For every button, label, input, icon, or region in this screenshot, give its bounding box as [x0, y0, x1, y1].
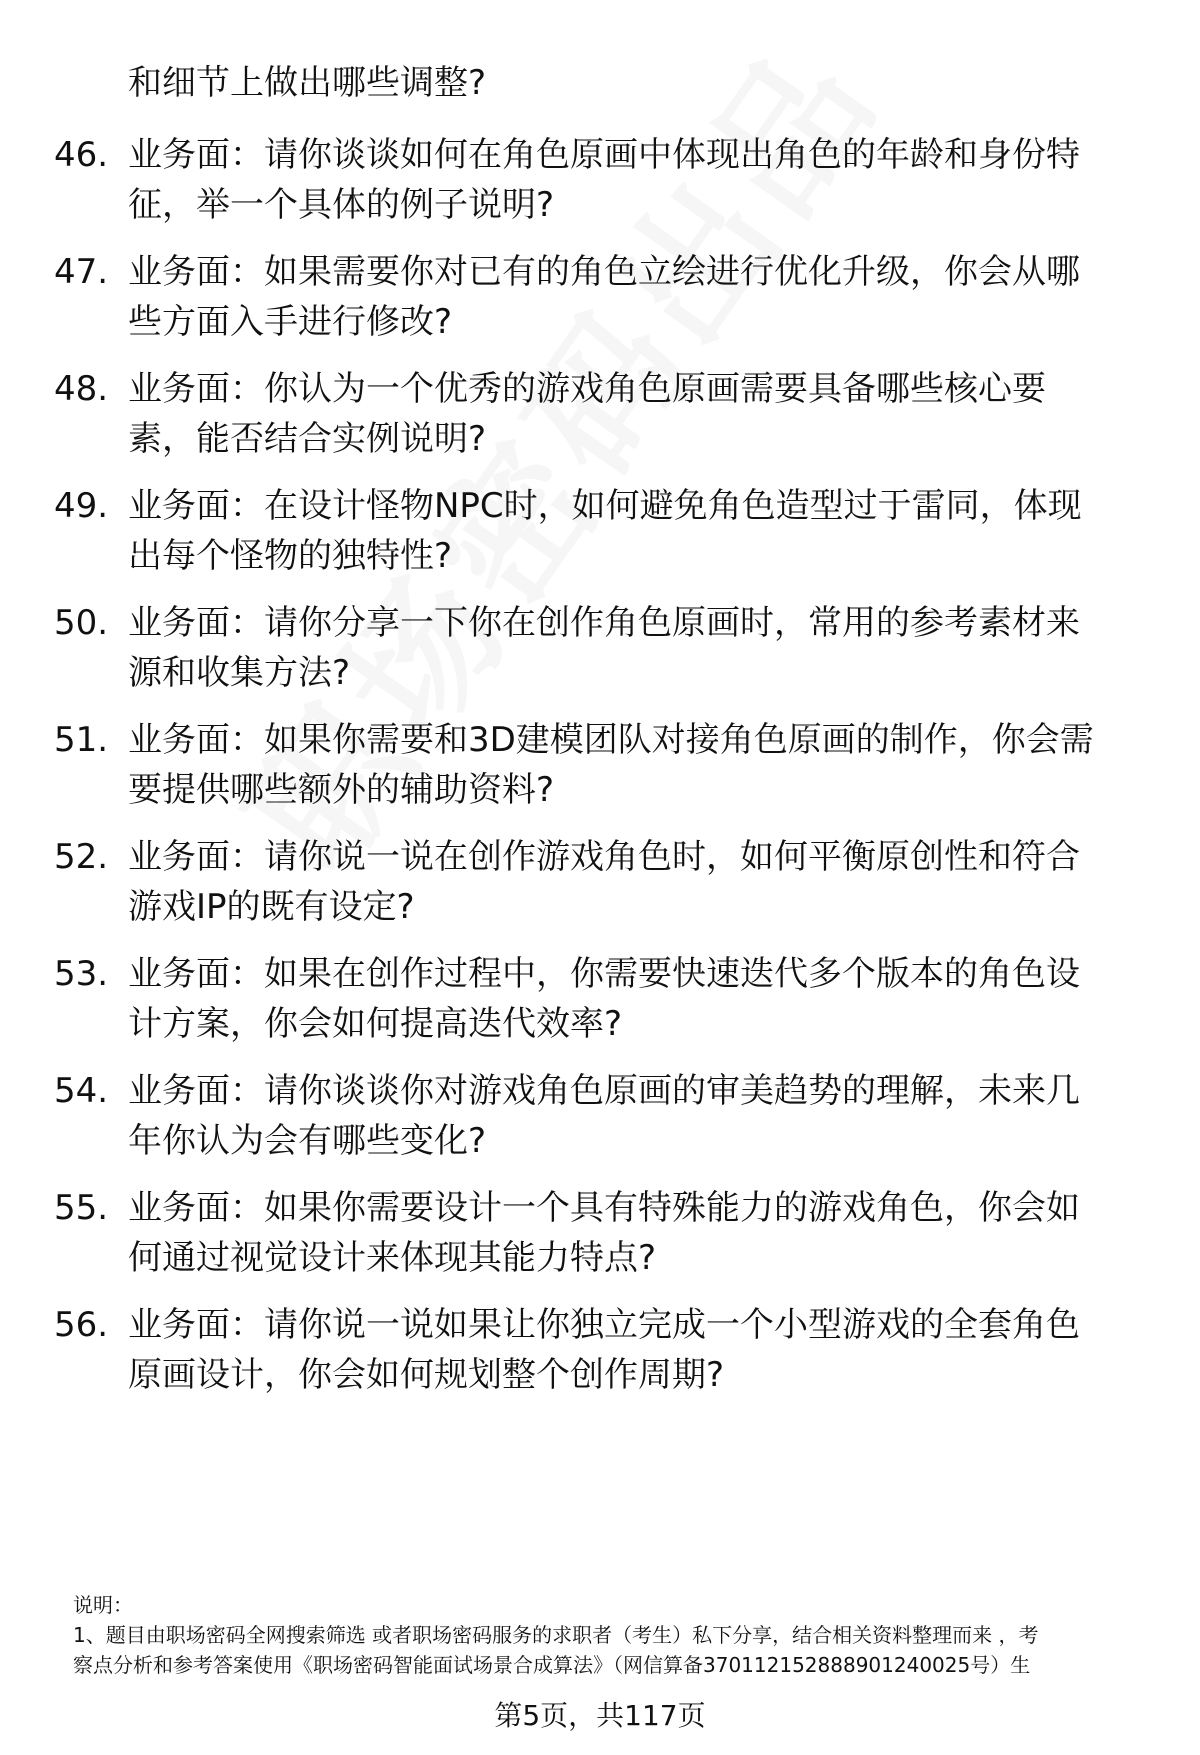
- question-line: 要提供哪些额外的辅助资料?: [128, 770, 555, 810]
- question-text: [128, 1300, 1158, 1400]
- question-line: 征，举一个具体的例子说明?: [128, 185, 555, 225]
- question-text: [128, 949, 1158, 1049]
- question-text: [128, 364, 1158, 464]
- question-line: 素，能否结合实例说明?: [128, 419, 487, 459]
- question-line: 游戏IP的既有设定?: [128, 887, 415, 927]
- question-number: 52.: [54, 837, 109, 877]
- question-line: 业务面：请你说一说在创作游戏角色时，如何平衡原创性和符合: [128, 837, 1080, 877]
- question-line: 业务面：如果你需要和3D建模团队对接角色原画的制作，你会需: [128, 720, 1094, 760]
- question-line: 业务面：你认为一个优秀的游戏角色原画需要具备哪些核心要: [128, 369, 1046, 409]
- question-line: 些方面入手进行修改?: [128, 302, 453, 342]
- question-number: 50.: [54, 603, 109, 643]
- question-line: 出每个怪物的独特性?: [128, 536, 453, 576]
- note-heading: 说明：: [73, 1593, 133, 1617]
- question-line: 业务面：请你谈谈如何在角色原画中体现出角色的年龄和身份特: [128, 135, 1080, 175]
- page-footer: 第5页，共117页: [494, 1699, 706, 1732]
- question-line: 业务面：请你说一说如果让你独立完成一个小型游戏的全套角色: [128, 1305, 1080, 1345]
- question-line: 年你认为会有哪些变化?: [128, 1121, 487, 1161]
- question-text: [128, 832, 1158, 932]
- question-number: 46.: [54, 135, 109, 175]
- question-line: 业务面：如果需要你对已有的角色立绘进行优化升级，你会从哪: [128, 252, 1080, 292]
- note-section: [73, 1590, 1163, 1680]
- question-text: [128, 598, 1158, 698]
- question-number: 54.: [54, 1071, 109, 1111]
- question-text: [128, 247, 1158, 347]
- question-line: 计方案，你会如何提高迭代效率?: [128, 1004, 623, 1044]
- question-line: 何通过视觉设计来体现其能力特点?: [128, 1238, 657, 1278]
- question-text: [128, 715, 1158, 815]
- note-line: 察点分析和参考答案使用《职场密码智能面试场景合成算法》（网信算备37011215288890124002​5号）生: [73, 1653, 1031, 1677]
- question-line: 源和收集方法?: [128, 653, 351, 693]
- question-text: [128, 1183, 1158, 1283]
- question-line: 业务面：在设计怪物NPC时，如何避免角色造型过于雷同，体现: [128, 486, 1082, 526]
- question-line: 业务面：请你谈谈你对游戏角色原画的审美趋势的理解，未来几: [128, 1071, 1080, 1111]
- question-number: 51.: [54, 720, 109, 760]
- question-text: [128, 130, 1158, 230]
- note-line: 1、题目由职场密码全网搜索筛选 或者职场密码服务的求职者（考生）私下分享，结合相关资料整理而来 ，考: [73, 1623, 1039, 1647]
- question-number: 49.: [54, 486, 109, 526]
- question-line: 业务面：如果你需要设计一个具有特殊能力的游戏角色，你会如: [128, 1188, 1080, 1228]
- question-number: 48.: [54, 369, 109, 409]
- question-text: [128, 481, 1158, 581]
- question-number: 53.: [54, 954, 109, 994]
- question-number: 47.: [54, 252, 109, 292]
- question-number: 55.: [54, 1188, 109, 1228]
- question-number: 56.: [54, 1305, 109, 1345]
- question-line: 业务面：请你分享一下你在创作角色原画时，常用的参考素材来: [128, 603, 1080, 643]
- question-line: 原画设计，你会如何规划整个创作周期?: [128, 1355, 725, 1395]
- question-continuation: 和细节上做出哪些调整?: [128, 63, 487, 103]
- question-text: [128, 1066, 1158, 1166]
- question-line: 业务面：如果在创作过程中，你需要快速迭代多个版本的角色设: [128, 954, 1080, 994]
